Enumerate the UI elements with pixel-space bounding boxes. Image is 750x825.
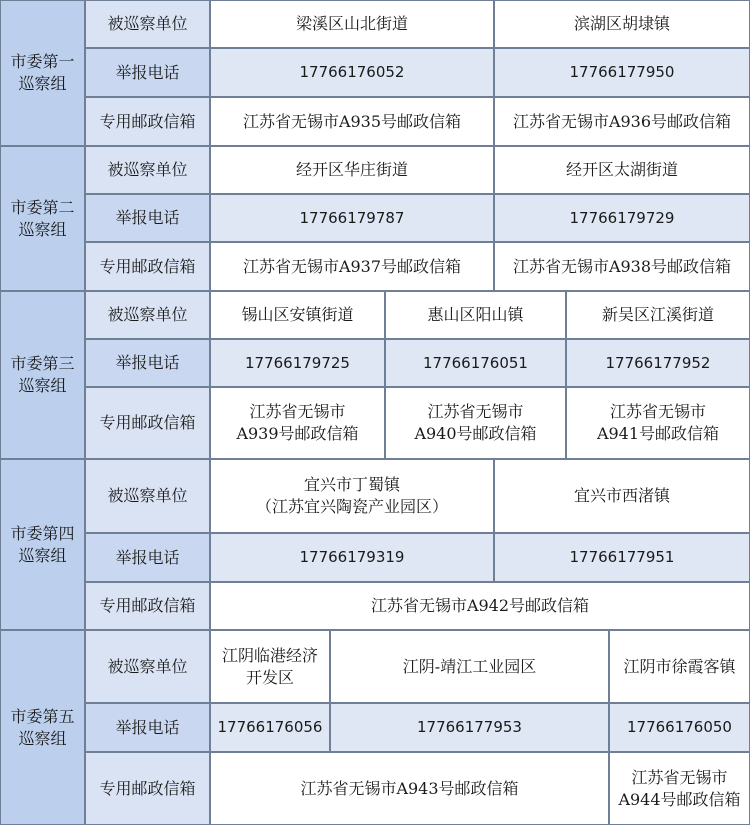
group-name xyxy=(0,630,85,825)
unit-line1: 宜兴市丁蜀镇 xyxy=(303,475,400,495)
phone-cell: 17766179787 xyxy=(210,194,494,242)
phone-cell: 17766176052 xyxy=(210,48,494,97)
unit-cell: 经开区华庄街道 xyxy=(210,146,494,194)
phone-cell: 17766179319 xyxy=(210,533,494,582)
unit-line1: 江阴临港经济 xyxy=(221,645,318,665)
group-name-line1: 市委第三 xyxy=(10,354,75,374)
mailbox-line2: A940号邮政信箱 xyxy=(414,424,537,443)
label-phone: 举报电话 xyxy=(85,339,210,387)
mailbox-cell xyxy=(609,752,750,825)
mailbox-line2: A944号邮政信箱 xyxy=(618,789,741,809)
label-unit: 被巡察单位 xyxy=(85,459,210,533)
mailbox-cell: 江苏省无锡市A935号邮政信箱 xyxy=(210,97,494,146)
label-unit: 被巡察单位 xyxy=(85,291,210,339)
unit-cell: 锡山区安镇街道 xyxy=(210,291,385,339)
phone-cell: 17766176050 xyxy=(609,703,750,752)
unit-cell: 经开区太湖街道 xyxy=(494,146,750,194)
phone-cell: 17766177952 xyxy=(566,339,750,387)
unit-cell xyxy=(210,459,494,533)
mailbox-line2: A941号邮政信箱 xyxy=(596,424,720,443)
mailbox-cell: 江苏省无锡市A942号邮政信箱 xyxy=(210,582,750,630)
phone-cell: 17766176056 xyxy=(210,703,330,752)
label-phone: 举报电话 xyxy=(85,703,210,752)
mailbox-cell: 江苏省无锡市A936号邮政信箱 xyxy=(494,97,750,146)
group-name-line2: 巡察组 xyxy=(18,376,67,395)
group-name xyxy=(0,146,85,291)
group-name xyxy=(0,291,85,459)
unit-cell xyxy=(210,630,330,703)
unit-cell: 江阴-靖江工业园区 xyxy=(330,630,609,703)
label-mailbox: 专用邮政信箱 xyxy=(85,97,210,146)
unit-line2: （江苏宜兴陶瓷产业园区） xyxy=(255,497,448,516)
phone-cell: 17766179729 xyxy=(494,194,750,242)
label-mailbox: 专用邮政信箱 xyxy=(85,387,210,459)
unit-cell: 梁溪区山北街道 xyxy=(210,0,494,48)
phone-cell: 17766179725 xyxy=(210,339,385,387)
label-unit: 被巡察单位 xyxy=(85,0,210,48)
mailbox-line2: A939号邮政信箱 xyxy=(236,424,359,443)
mailbox-line1: 江苏省无锡市 xyxy=(427,402,524,422)
label-unit: 被巡察单位 xyxy=(85,146,210,194)
label-mailbox: 专用邮政信箱 xyxy=(85,242,210,291)
unit-line2: 开发区 xyxy=(245,667,294,687)
unit-cell: 宜兴市西渚镇 xyxy=(494,459,750,533)
mailbox-cell xyxy=(566,387,750,459)
phone-cell: 17766177951 xyxy=(494,533,750,582)
label-mailbox: 专用邮政信箱 xyxy=(85,582,210,630)
mailbox-cell: 江苏省无锡市A938号邮政信箱 xyxy=(494,242,750,291)
group-name-line1: 市委第五 xyxy=(10,706,75,726)
label-mailbox: 专用邮政信箱 xyxy=(85,752,210,825)
label-phone: 举报电话 xyxy=(85,194,210,242)
group-name xyxy=(0,459,85,630)
mailbox-line1: 江苏省无锡市 xyxy=(249,402,346,422)
group-name xyxy=(0,0,85,146)
mailbox-cell: 江苏省无锡市A943号邮政信箱 xyxy=(210,752,609,825)
mailbox-cell xyxy=(210,387,385,459)
mailbox-line1: 江苏省无锡市 xyxy=(631,767,728,787)
phone-cell: 17766177950 xyxy=(494,48,750,97)
group-name-line2: 巡察组 xyxy=(18,74,67,93)
group-name-line1: 市委第二 xyxy=(10,197,75,217)
phone-cell: 17766177953 xyxy=(330,703,609,752)
group-name-line1: 市委第一 xyxy=(10,52,75,72)
group-name-line1: 市委第四 xyxy=(10,523,75,543)
unit-cell: 江阴市徐霞客镇 xyxy=(609,630,750,703)
unit-cell: 新吴区江溪街道 xyxy=(566,291,750,339)
label-phone: 举报电话 xyxy=(85,533,210,582)
label-unit: 被巡察单位 xyxy=(85,630,210,703)
group-name-line2: 巡察组 xyxy=(18,728,67,748)
label-phone: 举报电话 xyxy=(85,48,210,97)
unit-cell: 滨湖区胡埭镇 xyxy=(494,0,750,48)
group-name-line2: 巡察组 xyxy=(18,545,67,565)
phone-cell: 17766176051 xyxy=(385,339,566,387)
mailbox-cell xyxy=(385,387,566,459)
unit-cell: 惠山区阳山镇 xyxy=(385,291,566,339)
mailbox-cell: 江苏省无锡市A937号邮政信箱 xyxy=(210,242,494,291)
group-name-line2: 巡察组 xyxy=(18,219,67,239)
mailbox-line1: 江苏省无锡市 xyxy=(609,402,706,422)
